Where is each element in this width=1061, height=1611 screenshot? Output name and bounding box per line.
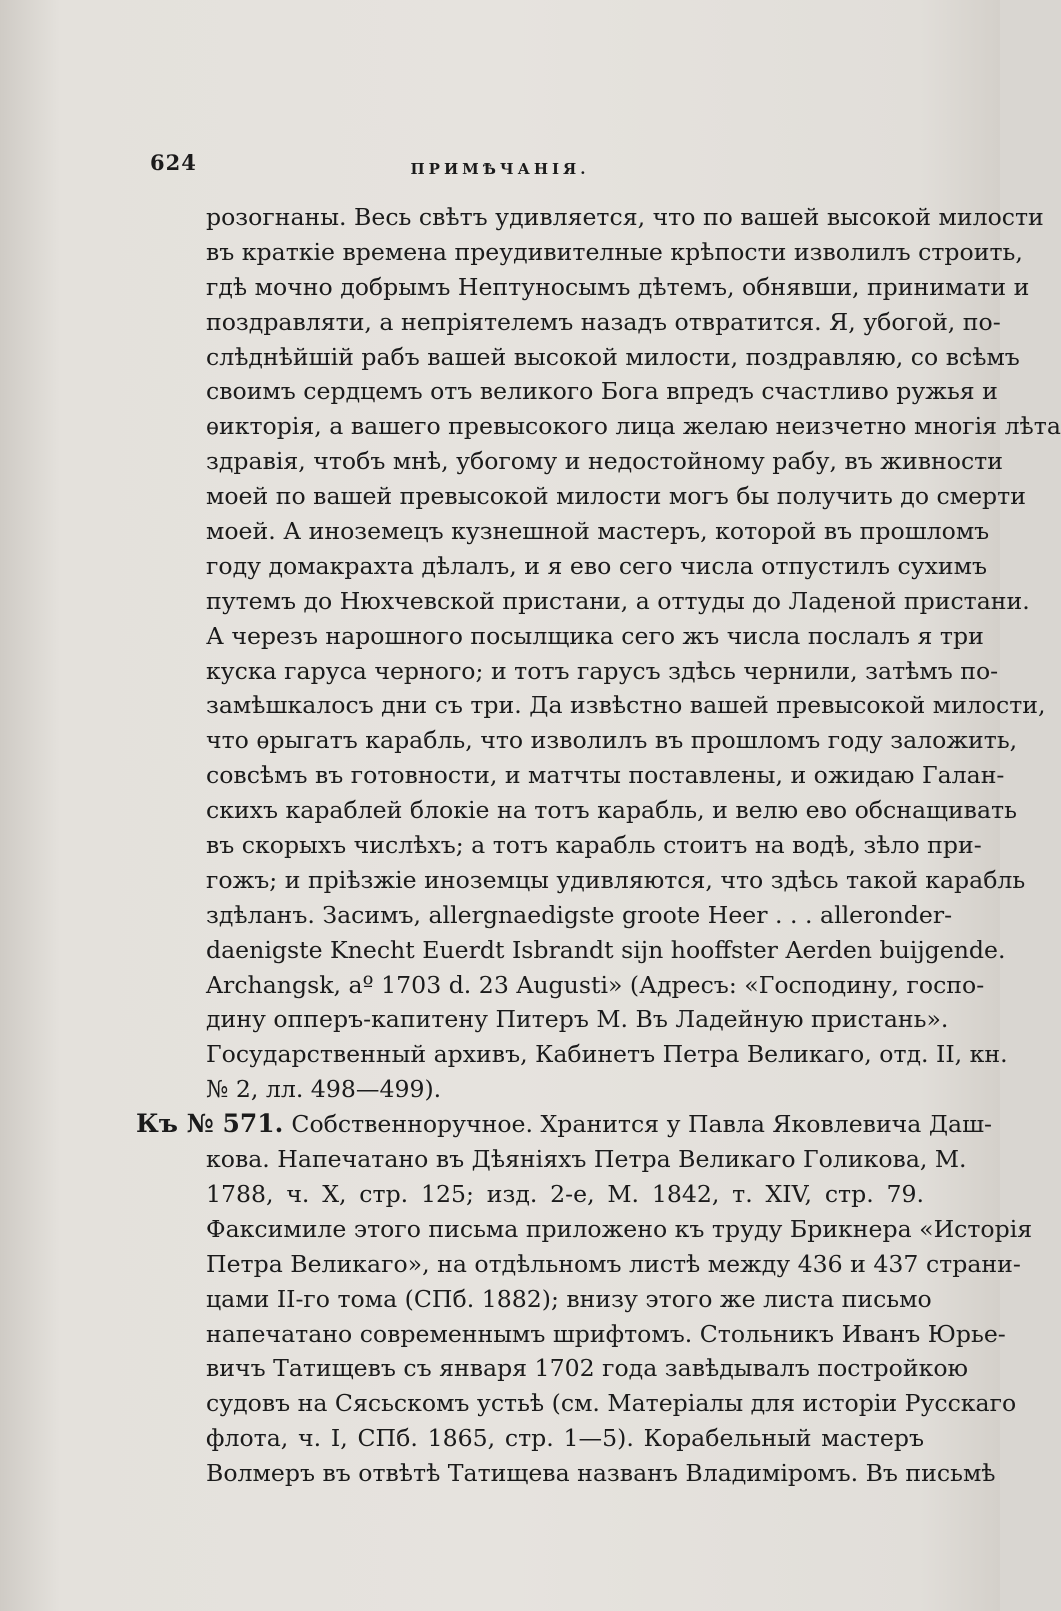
text-line: дину опперъ-капитену Питеръ М. Въ Ладейную пристань». — [206, 1005, 949, 1034]
text-line: году домакрахта дѣлалъ, и я ево сего числа отпустилъ сухимъ — [206, 551, 988, 580]
text-line: Волмеръ въ отвѣтѣ Татищева названъ Владиміромъ. Въ письмѣ — [206, 1459, 996, 1488]
note-571-first-line — [136, 1107, 992, 1142]
text-line: замѣшкалосъ дни съ три. Да извѣстно вашей превысокой милости, — [206, 691, 1046, 720]
text-line: въ скорыхъ числѣхъ; а тотъ карабль стоитъ на водѣ, зѣло при- — [206, 831, 982, 860]
note-571-heading: Къ № 571. — [136, 1109, 284, 1139]
note-571 — [136, 1107, 1033, 1491]
continued-note — [206, 200, 1061, 1107]
text-line: гдѣ мочно добрымъ Нептуносымъ дѣтемъ, обнявши, принимати и — [206, 272, 1030, 301]
text-line: розогнаны. Весь свѣтъ удивляется, что по вашей высокой милости — [206, 203, 1044, 231]
text-line: Archangsk, aº 1703 d. 23 Augusti» (Адресъ: «Господину, госпо- — [206, 970, 985, 999]
text-line: здѣланъ. Засимъ, allergnaedigste groote Heer . . . alleronder- — [206, 900, 953, 929]
running-head: ПРИМѢЧАНІЯ. — [410, 160, 590, 178]
note-571-first-line-text: Собственноручное. Хранится у Павла Яковлевича Даш- — [291, 1110, 992, 1139]
text-line: поздравляти, а непріятелемъ назадъ отвратится. Я, убогой, по- — [206, 307, 1001, 336]
text-line: моей. А иноземецъ кузнешной мастеръ, которой въ прошломъ — [206, 517, 990, 546]
text-line: ѳикторія, а вашего превысокого лица желаю неизчетно многія лѣта — [206, 412, 1061, 441]
text-line: слѣднѣйшій рабъ вашей высокой милости, поздравляю, со всѣмъ — [206, 342, 1020, 371]
text-line: что ѳрыгатъ карабль, что изволилъ въ прошломъ году заложить, — [206, 726, 1018, 755]
text-line: вичъ Татищевъ съ января 1702 года завѣдывалъ постройкою — [206, 1354, 969, 1383]
text-line: здравія, чтобъ мнѣ, убогому и недостойному рабу, въ живности — [206, 447, 1003, 476]
text-line: кова. Напечатано въ Дѣяніяхъ Петра Великаго Голикова, М. — [206, 1145, 967, 1174]
text-line: моей по вашей превысокой милости могъ бы получить до смерти — [206, 482, 1026, 511]
text-line: гожъ; и пріѣзжіе иноземцы удивляются, что здѣсь такой карабль — [206, 865, 1026, 894]
text-line: № 2, лл. 498—499). — [206, 1075, 442, 1104]
text-line: совсѣмъ въ готовности, и матчты поставлены, и ожидаю Галан- — [206, 761, 1005, 790]
text-line: Государственный архивъ, Кабинетъ Петра Великаго, отд. II, кн. — [206, 1040, 1008, 1069]
text-line: напечатано современнымъ шрифтомъ. Стольникъ Иванъ Юрье- — [206, 1319, 1006, 1348]
text-line: А черезъ нарошного посылщика сего жъ числа послалъ я три — [206, 621, 984, 650]
text-line: 1788, ч. X, стр. 125; изд. 2-е, М. 1842, т. XIV, стр. 79. — [206, 1179, 924, 1208]
text-line: судовъ на Сясьскомъ устьѣ (см. Матеріалы для исторіи Русскаго — [206, 1389, 1017, 1418]
page-number: 624 — [150, 150, 197, 175]
text-line: флота, ч. I, СПб. 1865, стр. 1—5). Корабельный мастеръ — [206, 1424, 924, 1453]
text-line: куска гаруса черного; и тотъ гарусъ здѣсь чернили, затѣмъ по- — [206, 656, 999, 685]
text-line: своимъ сердцемъ отъ великого Бога впредъ счастливо ружья и — [206, 377, 998, 406]
text-line: Петра Великаго», на отдѣльномъ листѣ между 436 и 437 страни- — [206, 1249, 1021, 1278]
text-line: путемъ до Нюхчевской пристани, а оттуды до Ладеной пристани. — [206, 586, 1030, 615]
text-line: цами II-го тома (СПб. 1882); внизу этого же листа письмо — [206, 1284, 932, 1313]
text-line: скихъ караблей блокіе на тотъ карабль, и велю ево обснащивать — [206, 796, 1017, 825]
text-line: въ краткіе времена преудивителные крѣпости изволилъ строить, — [206, 237, 1023, 266]
text-line: daenigste Knecht Euerdt Isbrandt sijn hooffster Aerden buijgende. — [206, 935, 1006, 964]
notes-body — [136, 200, 1061, 1491]
text-line: Факсимиле этого письма приложено къ труду Брикнера «Исторія — [206, 1214, 1033, 1243]
note-571-lines — [206, 1142, 1033, 1491]
